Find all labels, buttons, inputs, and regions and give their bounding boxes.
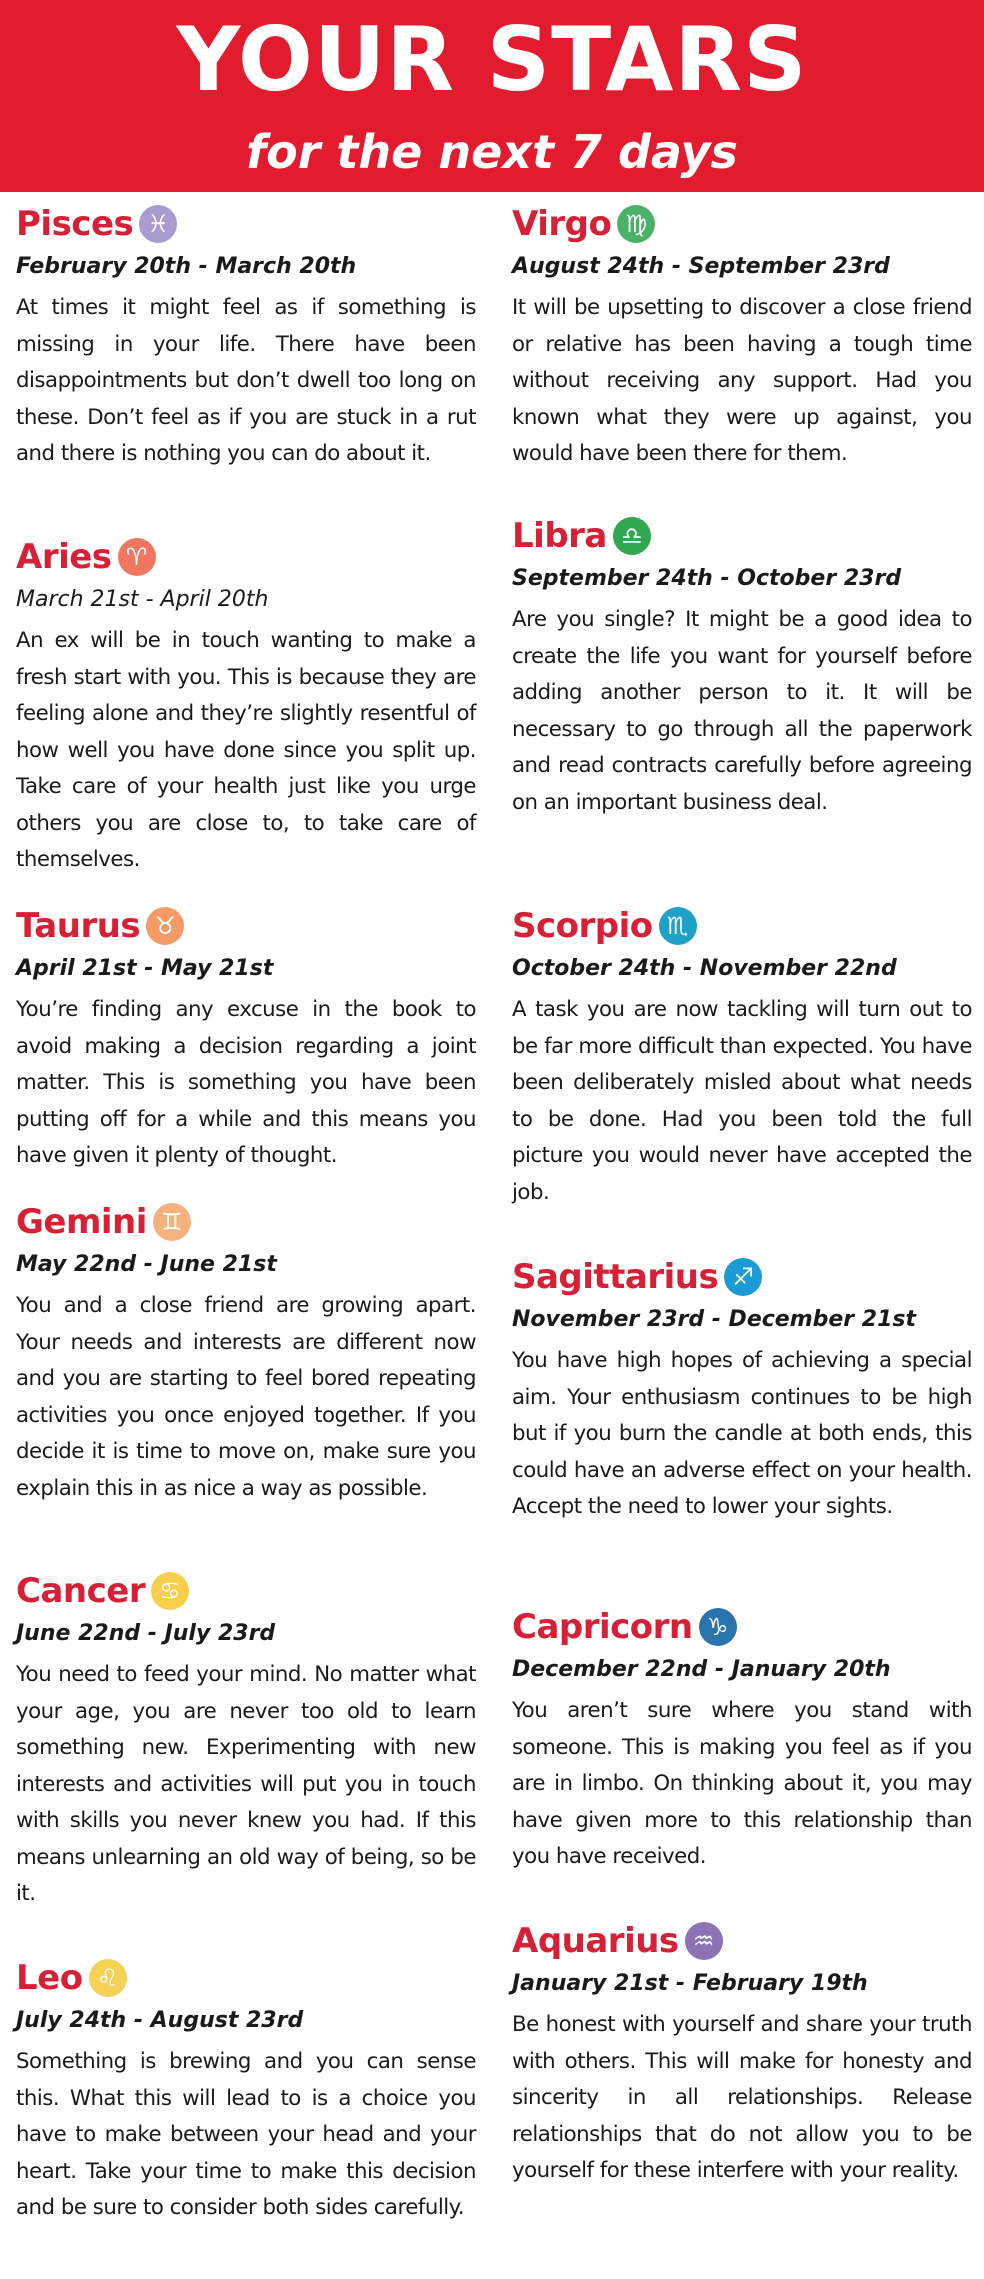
horoscope-leo: [16, 1954, 476, 2227]
page-subtitle: for the next 7 days: [246, 125, 738, 179]
sign-text-pisces: At times it might feel as if something is missing in your life. There have been disappointments but don’t dwell too long on these. Don’t feel as if you are stuck in a rut and there is nothing you can do about it.: [16, 295, 476, 466]
sign-name-cancer: Cancer: [16, 1571, 146, 1611]
capricorn-icon: ♑: [699, 1608, 737, 1646]
horoscope-scorpio: [512, 902, 972, 1211]
header-banner: [0, 0, 984, 192]
aquarius-icon: ♒: [685, 1922, 723, 1960]
sign-dates-capricorn: December 22nd - January 20th: [512, 1657, 891, 1682]
sagittarius-icon: ♐: [724, 1258, 762, 1296]
sign-name-libra: Libra: [512, 516, 607, 556]
leo-icon: ♌: [89, 1959, 127, 1997]
sign-dates-pisces: February 20th - March 20th: [16, 254, 357, 279]
sign-dates-aquarius: January 21st - February 19th: [512, 1971, 868, 1996]
sign-name-pisces: Pisces: [16, 204, 134, 244]
sign-text-virgo: It will be upsetting to discover a close friend or relative has been having a tough time without receiving any support. Had you known what they were up against, you would have been there for them.: [512, 295, 972, 466]
pisces-icon: ♓: [139, 205, 177, 243]
taurus-icon: ♉: [146, 907, 184, 945]
libra-icon: ♎: [613, 517, 651, 555]
horoscope-virgo: [512, 200, 972, 473]
sign-text-libra: Are you single? It might be a good idea to create the life you want for yourself before adding another person to it. It will be necessary to go through all the paperwork and read contracts carefully before agreeing on an important business deal.: [512, 607, 972, 815]
gemini-icon: ♊: [153, 1203, 191, 1241]
horoscope-aquarius: [512, 1917, 972, 2190]
sign-name-gemini: Gemini: [16, 1202, 147, 1242]
sign-name-taurus: Taurus: [16, 906, 141, 946]
sign-dates-cancer: June 22nd - July 23rd: [16, 1621, 276, 1646]
sign-dates-scorpio: October 24th - November 22nd: [512, 956, 897, 981]
sign-name-leo: Leo: [16, 1958, 83, 1998]
sign-text-gemini: You and a close friend are growing apart. Your needs and interests are different now and you are starting to feel bored repeating activities you once enjoyed together. If you decide it is time to move on, make sure you explain this in as nice a way as possible.: [16, 1293, 476, 1501]
sign-dates-virgo: August 24th - September 23rd: [512, 254, 890, 279]
sign-text-aries: An ex will be in touch wanting to make a fresh start with you. This is because they are feeling alone and they’re slightly resentful of how well you have done since you split up. Take care of your health just like you urge others you are close to, to take care of themselves.: [16, 628, 476, 872]
horoscope-pisces: [16, 200, 476, 473]
sign-text-sagittarius: You have high hopes of achieving a special aim. Your enthusiasm continues to be high but if you burn the candle at both ends, this could have an adverse effect on your health. Accept the need to lower your sights.: [512, 1348, 972, 1519]
virgo-icon: ♍: [617, 205, 655, 243]
horoscope-aries: [16, 533, 476, 879]
sign-name-aries: Aries: [16, 537, 112, 577]
sign-text-taurus: You’re finding any excuse in the book to avoid making a decision regarding a joint matter. This is something you have been putting off for a while and this means you have given it plenty of thought.: [16, 997, 476, 1168]
sign-text-aquarius: Be honest with yourself and share your truth with others. This will make for honesty and sincerity in all relationships. Release relationships that do not allow you to be yourself for these interfere with your reality.: [512, 2012, 972, 2183]
sign-text-scorpio: A task you are now tackling will turn out to be far more difficult than expected. You have been deliberately misled about what needs to be done. Had you been told the full picture you would never have accepted the job.: [512, 997, 972, 1205]
sign-text-cancer: You need to feed your mind. No matter what your age, you are never too old to learn something new. Experimenting with new interests and activities will put you in touch with skills you never knew you had. If this means unlearning an old way of being, so be it.: [16, 1662, 476, 1906]
sign-name-sagittarius: Sagittarius: [512, 1257, 719, 1297]
horoscope-cancer: [16, 1567, 476, 1913]
horoscope-capricorn: [512, 1603, 972, 1876]
sign-text-leo: Something is brewing and you can sense this. What this will lead to is a choice you have to make between your head and your heart. Take your time to make this decision and be sure to consider both sides carefully.: [16, 2049, 476, 2220]
sign-name-scorpio: Scorpio: [512, 906, 653, 946]
sign-name-capricorn: Capricorn: [512, 1607, 693, 1647]
sign-name-aquarius: Aquarius: [512, 1921, 679, 1961]
aries-icon: ♈: [118, 538, 156, 576]
sign-dates-taurus: April 21st - May 21st: [16, 956, 274, 981]
horoscope-gemini: [16, 1198, 476, 1507]
scorpio-icon: ♏: [659, 907, 697, 945]
sign-dates-libra: September 24th - October 23rd: [512, 566, 902, 591]
sign-dates-sagittarius: November 23rd - December 21st: [512, 1307, 917, 1332]
cancer-icon: ♋: [151, 1572, 189, 1610]
horoscope-sagittarius: [512, 1253, 972, 1526]
sign-dates-gemini: May 22nd - June 21st: [16, 1252, 277, 1277]
sign-text-capricorn: You aren’t sure where you stand with someone. This is making you feel as if you are in limbo. On thinking about it, you may have given more to this relationship than you have received.: [512, 1698, 972, 1869]
sign-name-virgo: Virgo: [512, 204, 612, 244]
horoscope-libra: [512, 512, 972, 821]
sign-dates-aries: March 21st - April 20th: [16, 587, 269, 612]
page-title: YOUR STARS: [176, 8, 808, 111]
sign-dates-leo: July 24th - August 23rd: [16, 2008, 304, 2033]
horoscope-taurus: [16, 902, 476, 1175]
